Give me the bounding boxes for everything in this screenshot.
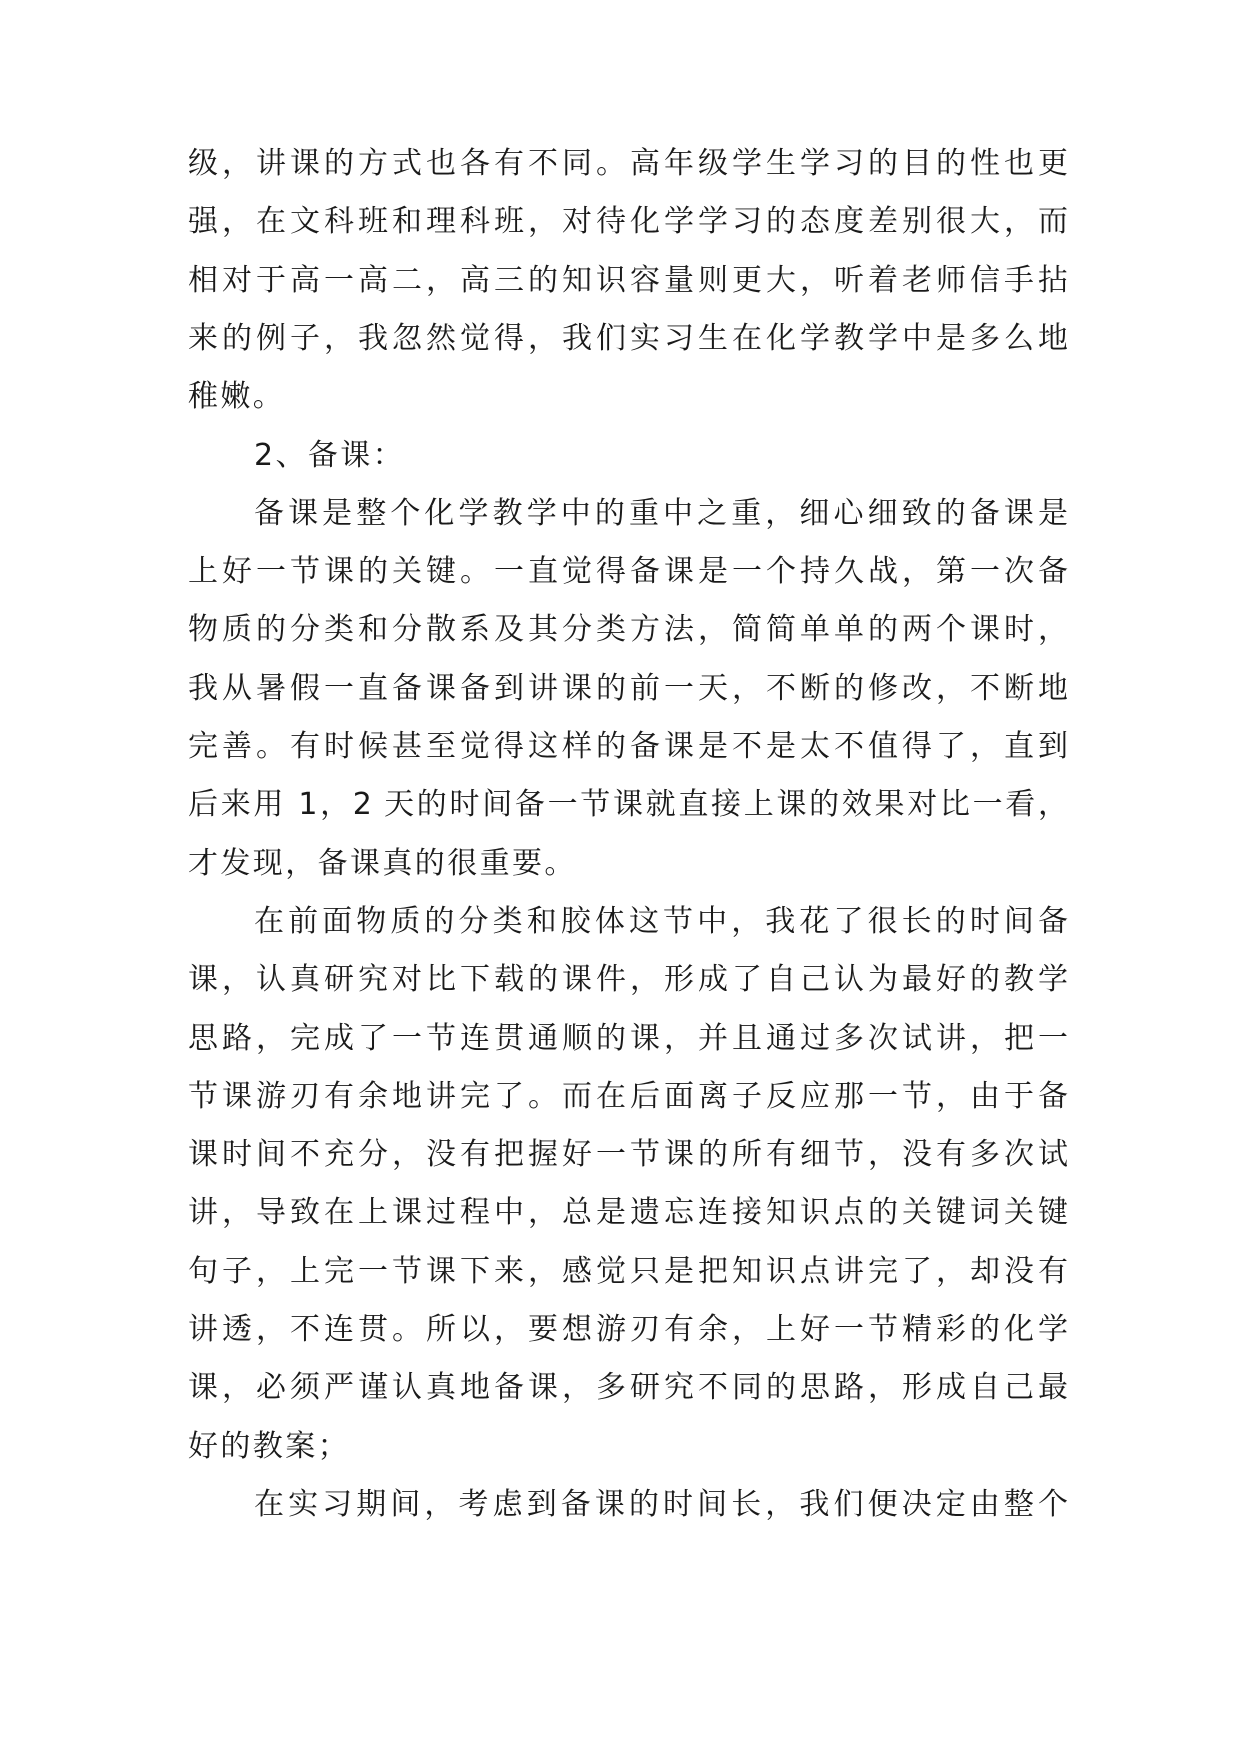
text-line: 强，在文科班和理科班，对待化学学习的态度差别很大，而 <box>188 204 1068 240</box>
text-line: 节课游刃有余地讲完了。而在后面离子反应那一节，由于备 <box>188 1078 1068 1114</box>
text-line: 我从暑假一直备课备到讲课的前一天，不断的修改，不断地 <box>188 670 1068 706</box>
text-line: 级，讲课的方式也各有不同。高年级学生学习的目的性也更 <box>188 146 1068 181</box>
text-line: 思路，完成了一节连贯通顺的课，并且通过多次试讲，把一 <box>188 1020 1068 1056</box>
text-line: 上好一节课的关键。一直觉得备课是一个持久战，第一次备 <box>188 554 1068 590</box>
text-line: 讲透，不连贯。所以，要想游刃有余，上好一节精彩的化学 <box>188 1312 1068 1347</box>
text-line: 在前面物质的分类和胶体这节中，我花了很长的时间备 <box>254 903 1068 939</box>
text-line: 在实习期间，考虑到备课的时间长，我们便决定由整个 <box>254 1486 1068 1522</box>
text-line: 物质的分类和分散系及其分类方法，简简单单的两个课时， <box>188 612 1068 648</box>
text-line: 课时间不充分，没有把握好一节课的所有细节，没有多次试 <box>188 1137 1068 1173</box>
text-line: 好的教案； <box>188 1428 350 1464</box>
text-line: 2、备课： <box>254 437 406 473</box>
text-line: 相对于高一高二，高三的知识容量则更大，听着老师信手拈 <box>188 262 1068 298</box>
text-line: 来的例子，我忽然觉得，我们实习生在化学教学中是多么地 <box>188 320 1068 356</box>
text-line: 句子，上完一节课下来，感觉只是把知识点讲完了，却没有 <box>188 1253 1068 1289</box>
text-line: 备课是整个化学教学中的重中之重，细心细致的备课是 <box>254 495 1068 531</box>
text-line: 完善。有时候甚至觉得这样的备课是不是太不值得了，直到 <box>188 729 1068 764</box>
text-line: 课，认真研究对比下载的课件，形成了自己认为最好的教学 <box>188 962 1068 998</box>
text-line: 课，必须严谨认真地备课，多研究不同的思路，形成自己最 <box>188 1370 1068 1406</box>
text-line: 后来用 1，2 天的时间备一节课就直接上课的效果对比一看， <box>188 787 1068 823</box>
text-line: 讲，导致在上课过程中，总是遗忘连接知识点的关键词关键 <box>188 1195 1068 1231</box>
text-line: 才发现，备课真的很重要。 <box>188 845 577 881</box>
text-line: 稚嫩。 <box>188 379 286 415</box>
